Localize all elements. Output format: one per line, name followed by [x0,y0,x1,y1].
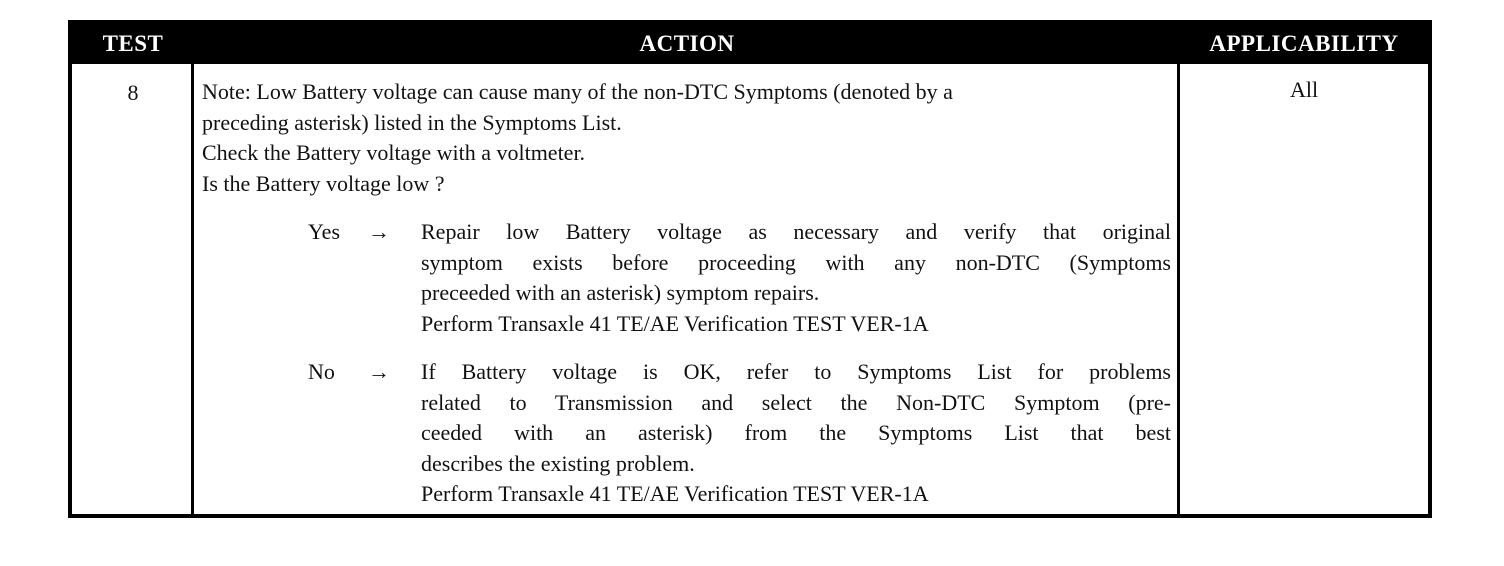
applicability-value: All [1289,77,1319,102]
header-test: TEST [102,31,164,56]
diagnostic-test-table [68,20,1432,518]
yes-branch [202,217,1172,339]
no-line-1: If Battery voltage is OK, refer to Symptoms List for problems [421,359,1171,384]
no-line-2: related to Transmission and select the Non-DTC Symptom (pre- [421,389,1171,415]
no-line-5: Perform Transaxle 41 TE/AE Verification TEST VER-1A [421,481,929,506]
yes-text [421,217,1171,339]
note-line-2: preceding asterisk) listed in the Symptoms List. [202,109,622,135]
yes-label: Yes [308,219,341,244]
table-header [72,24,1428,64]
no-line-3: ceeded with an asterisk) from the Symptoms List that best [421,420,1171,445]
no-line-4: describes the existing problem. [421,450,695,476]
header-action: ACTION [639,31,735,56]
note-line-4: Is the Battery voltage low ? [202,170,445,196]
yes-line-4: Perform Transaxle 41 TE/AE Verification TEST VER-1A [421,310,929,336]
yes-line-2: symptom exists before proceeding with any non-DTC (Symptoms [421,249,1171,275]
no-text [421,357,1171,510]
test-number: 8 [127,80,139,105]
action-cell [202,77,1172,510]
right-arrow-icon: → [368,219,390,244]
header-applicability: APPLICABILITY [1209,31,1399,56]
no-branch [202,357,1172,510]
right-arrow-icon: → [368,359,390,384]
no-label: No [308,359,335,384]
note-line-3: Check the Battery voltage with a voltmeter. [202,140,586,165]
note-line-1: Note: Low Battery voltage can cause many of the non-DTC Symptoms (denoted by a [202,79,953,104]
yes-line-1: Repair low Battery voltage as necessary and verify that original [421,219,1171,244]
yes-line-3: preceeded with an asterisk) symptom repairs. [421,280,820,305]
